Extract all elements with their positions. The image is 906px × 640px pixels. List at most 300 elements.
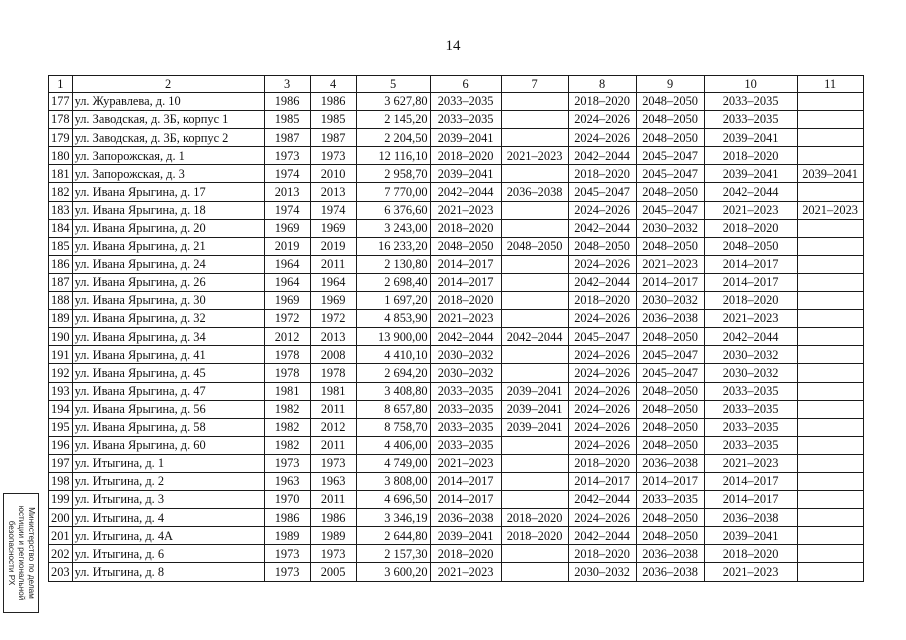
period-col-9-cell: 2048–2050 xyxy=(636,436,704,454)
period-col-10-cell: 2039–2041 xyxy=(704,165,797,183)
period-col-8-cell: 2024–2026 xyxy=(568,400,636,418)
table-row xyxy=(49,545,864,563)
row-number-cell: 192 xyxy=(49,364,73,382)
period-col-7-cell xyxy=(501,292,568,310)
address-cell: ул. Ивана Ярыгина, д. 20 xyxy=(72,219,264,237)
period-col-8-cell: 2024–2026 xyxy=(568,255,636,273)
commission-year-cell: 2008 xyxy=(310,346,356,364)
period-col-6-cell: 2021–2023 xyxy=(430,563,501,581)
period-col-8-cell: 2042–2044 xyxy=(568,219,636,237)
period-col-6-cell: 2030–2032 xyxy=(430,346,501,364)
period-col-8-cell: 2024–2026 xyxy=(568,201,636,219)
period-col-11-cell xyxy=(797,310,863,328)
build-year-cell: 1982 xyxy=(264,400,310,418)
total-area-cell: 4 696,50 xyxy=(356,491,430,509)
row-number-cell: 179 xyxy=(49,129,73,147)
address-cell: ул. Журавлева, д. 10 xyxy=(72,93,264,111)
period-col-11-cell xyxy=(797,527,863,545)
period-col-6-cell: 2048–2050 xyxy=(430,237,501,255)
address-cell: ул. Итыгина, д. 4 xyxy=(72,509,264,527)
address-cell: ул. Заводская, д. 3Б, корпус 2 xyxy=(72,129,264,147)
build-year-cell: 1973 xyxy=(264,563,310,581)
address-cell: ул. Ивана Ярыгина, д. 60 xyxy=(72,436,264,454)
period-col-10-cell: 2021–2023 xyxy=(704,454,797,472)
period-col-7-cell xyxy=(501,273,568,291)
period-col-9-cell: 2048–2050 xyxy=(636,400,704,418)
period-col-11-cell xyxy=(797,328,863,346)
period-col-8-cell: 2024–2026 xyxy=(568,509,636,527)
build-year-cell: 1978 xyxy=(264,364,310,382)
commission-year-cell: 2011 xyxy=(310,255,356,273)
period-col-9-cell: 2036–2038 xyxy=(636,563,704,581)
period-col-9-cell: 2048–2050 xyxy=(636,237,704,255)
period-col-11-cell: 2039–2041 xyxy=(797,165,863,183)
period-col-8-cell: 2042–2044 xyxy=(568,147,636,165)
table-row xyxy=(49,201,864,219)
table-row xyxy=(49,255,864,273)
period-col-11-cell xyxy=(797,183,863,201)
period-col-9-cell: 2014–2017 xyxy=(636,472,704,490)
period-col-10-cell: 2033–2035 xyxy=(704,93,797,111)
period-col-11-cell xyxy=(797,382,863,400)
period-col-7-cell xyxy=(501,545,568,563)
period-col-6-cell: 2033–2035 xyxy=(430,382,501,400)
row-number-cell: 194 xyxy=(49,400,73,418)
period-col-11-cell xyxy=(797,454,863,472)
period-col-7-cell: 2018–2020 xyxy=(501,509,568,527)
period-col-10-cell: 2048–2050 xyxy=(704,237,797,255)
column-header-6: 6 xyxy=(430,76,501,93)
period-col-6-cell: 2018–2020 xyxy=(430,545,501,563)
period-col-6-cell: 2033–2035 xyxy=(430,400,501,418)
table-row xyxy=(49,219,864,237)
row-number-cell: 193 xyxy=(49,382,73,400)
row-number-cell: 199 xyxy=(49,491,73,509)
build-year-cell: 1987 xyxy=(264,129,310,147)
official-stamp xyxy=(3,493,39,613)
commission-year-cell: 1973 xyxy=(310,545,356,563)
build-year-cell: 1986 xyxy=(264,93,310,111)
period-col-7-cell xyxy=(501,454,568,472)
row-number-cell: 196 xyxy=(49,436,73,454)
period-col-8-cell: 2042–2044 xyxy=(568,527,636,545)
period-col-7-cell xyxy=(501,346,568,364)
column-header-2: 2 xyxy=(72,76,264,93)
row-number-cell: 202 xyxy=(49,545,73,563)
commission-year-cell: 1969 xyxy=(310,292,356,310)
period-col-11-cell xyxy=(797,563,863,581)
row-number-cell: 191 xyxy=(49,346,73,364)
build-year-cell: 1973 xyxy=(264,454,310,472)
period-col-9-cell: 2048–2050 xyxy=(636,111,704,129)
build-year-cell: 1963 xyxy=(264,472,310,490)
column-header-5: 5 xyxy=(356,76,430,93)
period-col-10-cell: 2033–2035 xyxy=(704,111,797,129)
commission-year-cell: 1986 xyxy=(310,509,356,527)
period-col-7-cell xyxy=(501,436,568,454)
period-col-8-cell: 2045–2047 xyxy=(568,183,636,201)
period-col-7-cell xyxy=(501,472,568,490)
table-row xyxy=(49,400,864,418)
commission-year-cell: 2013 xyxy=(310,183,356,201)
period-col-10-cell: 2014–2017 xyxy=(704,491,797,509)
period-col-7-cell xyxy=(501,219,568,237)
period-col-11-cell xyxy=(797,545,863,563)
table-row xyxy=(49,454,864,472)
period-col-8-cell: 2018–2020 xyxy=(568,93,636,111)
period-col-10-cell: 2018–2020 xyxy=(704,219,797,237)
total-area-cell: 2 644,80 xyxy=(356,527,430,545)
commission-year-cell: 2013 xyxy=(310,328,356,346)
total-area-cell: 2 204,50 xyxy=(356,129,430,147)
total-area-cell: 2 145,20 xyxy=(356,111,430,129)
row-number-cell: 181 xyxy=(49,165,73,183)
table-row xyxy=(49,436,864,454)
page-number: 14 xyxy=(445,38,461,54)
address-cell: ул. Ивана Ярыгина, д. 24 xyxy=(72,255,264,273)
build-year-cell: 1964 xyxy=(264,255,310,273)
total-area-cell: 3 808,00 xyxy=(356,472,430,490)
table-row xyxy=(49,509,864,527)
period-col-9-cell: 2030–2032 xyxy=(636,219,704,237)
table-row xyxy=(49,273,864,291)
table-row xyxy=(49,364,864,382)
period-col-6-cell: 2018–2020 xyxy=(430,219,501,237)
period-col-10-cell: 2021–2023 xyxy=(704,201,797,219)
address-cell: ул. Итыгина, д. 3 xyxy=(72,491,264,509)
period-col-6-cell: 2039–2041 xyxy=(430,527,501,545)
period-col-7-cell xyxy=(501,93,568,111)
row-number-cell: 187 xyxy=(49,273,73,291)
period-col-11-cell xyxy=(797,346,863,364)
period-col-6-cell: 2036–2038 xyxy=(430,509,501,527)
period-col-10-cell: 2014–2017 xyxy=(704,472,797,490)
commission-year-cell: 2011 xyxy=(310,491,356,509)
period-col-10-cell: 2033–2035 xyxy=(704,436,797,454)
table-row xyxy=(49,183,864,201)
period-col-6-cell: 2014–2017 xyxy=(430,491,501,509)
commission-year-cell: 1986 xyxy=(310,93,356,111)
period-col-9-cell: 2048–2050 xyxy=(636,418,704,436)
address-cell: ул. Итыгина, д. 2 xyxy=(72,472,264,490)
period-col-11-cell xyxy=(797,418,863,436)
period-col-11-cell xyxy=(797,491,863,509)
commission-year-cell: 2005 xyxy=(310,563,356,581)
commission-year-cell: 1963 xyxy=(310,472,356,490)
period-col-8-cell: 2018–2020 xyxy=(568,165,636,183)
period-col-10-cell: 2021–2023 xyxy=(704,563,797,581)
total-area-cell: 12 116,10 xyxy=(356,147,430,165)
commission-year-cell: 1985 xyxy=(310,111,356,129)
period-col-8-cell: 2024–2026 xyxy=(568,346,636,364)
address-cell: ул. Ивана Ярыгина, д. 18 xyxy=(72,201,264,219)
period-col-11-cell xyxy=(797,129,863,147)
table-row xyxy=(49,346,864,364)
commission-year-cell: 1973 xyxy=(310,454,356,472)
build-year-cell: 1986 xyxy=(264,509,310,527)
column-header-1: 1 xyxy=(49,76,73,93)
row-number-cell: 188 xyxy=(49,292,73,310)
total-area-cell: 1 697,20 xyxy=(356,292,430,310)
column-header-11: 11 xyxy=(797,76,863,93)
period-col-8-cell: 2024–2026 xyxy=(568,436,636,454)
address-cell: ул. Запорожская, д. 3 xyxy=(72,165,264,183)
period-col-6-cell: 2030–2032 xyxy=(430,364,501,382)
build-year-cell: 1982 xyxy=(264,418,310,436)
commission-year-cell: 1974 xyxy=(310,201,356,219)
row-number-cell: 182 xyxy=(49,183,73,201)
build-year-cell: 1969 xyxy=(264,292,310,310)
period-col-6-cell: 2021–2023 xyxy=(430,310,501,328)
total-area-cell: 4 410,10 xyxy=(356,346,430,364)
table-row xyxy=(49,237,864,255)
total-area-cell: 2 698,40 xyxy=(356,273,430,291)
row-number-cell: 178 xyxy=(49,111,73,129)
period-col-10-cell: 2030–2032 xyxy=(704,364,797,382)
period-col-8-cell: 2042–2044 xyxy=(568,273,636,291)
commission-year-cell: 1978 xyxy=(310,364,356,382)
row-number-cell: 198 xyxy=(49,472,73,490)
period-col-7-cell xyxy=(501,364,568,382)
total-area-cell: 16 233,20 xyxy=(356,237,430,255)
address-cell: ул. Ивана Ярыгина, д. 21 xyxy=(72,237,264,255)
row-number-cell: 185 xyxy=(49,237,73,255)
address-cell: ул. Ивана Ярыгина, д. 30 xyxy=(72,292,264,310)
period-col-7-cell xyxy=(501,111,568,129)
total-area-cell: 3 346,19 xyxy=(356,509,430,527)
period-col-8-cell: 2018–2020 xyxy=(568,545,636,563)
row-number-cell: 200 xyxy=(49,509,73,527)
period-col-7-cell: 2048–2050 xyxy=(501,237,568,255)
table-row xyxy=(49,93,864,111)
period-col-9-cell: 2036–2038 xyxy=(636,545,704,563)
row-number-cell: 201 xyxy=(49,527,73,545)
table-row xyxy=(49,129,864,147)
table-row xyxy=(49,111,864,129)
address-cell: ул. Ивана Ярыгина, д. 58 xyxy=(72,418,264,436)
period-col-6-cell: 2014–2017 xyxy=(430,472,501,490)
period-col-6-cell: 2039–2041 xyxy=(430,129,501,147)
row-number-cell: 203 xyxy=(49,563,73,581)
table-row xyxy=(49,563,864,581)
period-col-7-cell xyxy=(501,129,568,147)
total-area-cell: 4 749,00 xyxy=(356,454,430,472)
address-cell: ул. Ивана Ярыгина, д. 17 xyxy=(72,183,264,201)
period-col-10-cell: 2033–2035 xyxy=(704,400,797,418)
period-col-11-cell xyxy=(797,111,863,129)
address-cell: ул. Запорожская, д. 1 xyxy=(72,147,264,165)
commission-year-cell: 1964 xyxy=(310,273,356,291)
build-year-cell: 2019 xyxy=(264,237,310,255)
address-cell: ул. Ивана Ярыгина, д. 32 xyxy=(72,310,264,328)
build-year-cell: 1973 xyxy=(264,545,310,563)
period-col-9-cell: 2036–2038 xyxy=(636,454,704,472)
build-year-cell: 1989 xyxy=(264,527,310,545)
period-col-7-cell: 2042–2044 xyxy=(501,328,568,346)
period-col-6-cell: 2018–2020 xyxy=(430,292,501,310)
period-col-9-cell: 2048–2050 xyxy=(636,183,704,201)
period-col-9-cell: 2036–2038 xyxy=(636,310,704,328)
period-col-8-cell: 2018–2020 xyxy=(568,454,636,472)
period-col-9-cell: 2048–2050 xyxy=(636,527,704,545)
period-col-11-cell xyxy=(797,147,863,165)
period-col-11-cell xyxy=(797,400,863,418)
housing-repair-table xyxy=(48,75,864,582)
period-col-10-cell: 2030–2032 xyxy=(704,346,797,364)
period-col-11-cell xyxy=(797,273,863,291)
period-col-10-cell: 2042–2044 xyxy=(704,328,797,346)
build-year-cell: 1972 xyxy=(264,310,310,328)
address-cell: ул. Ивана Ярыгина, д. 56 xyxy=(72,400,264,418)
period-col-9-cell: 2048–2050 xyxy=(636,509,704,527)
total-area-cell: 8 758,70 xyxy=(356,418,430,436)
table-row xyxy=(49,472,864,490)
column-header-9: 9 xyxy=(636,76,704,93)
stamp-text: Министерство по делам юстиции и региональной безопасности РХ xyxy=(7,505,36,601)
table-row xyxy=(49,491,864,509)
build-year-cell: 1982 xyxy=(264,436,310,454)
period-col-8-cell: 2024–2026 xyxy=(568,418,636,436)
total-area-cell: 4 406,00 xyxy=(356,436,430,454)
commission-year-cell: 1973 xyxy=(310,147,356,165)
total-area-cell: 4 853,90 xyxy=(356,310,430,328)
table-row xyxy=(49,292,864,310)
period-col-8-cell: 2024–2026 xyxy=(568,111,636,129)
row-number-cell: 180 xyxy=(49,147,73,165)
row-number-cell: 190 xyxy=(49,328,73,346)
column-header-3: 3 xyxy=(264,76,310,93)
address-cell: ул. Ивана Ярыгина, д. 34 xyxy=(72,328,264,346)
period-col-10-cell: 2014–2017 xyxy=(704,255,797,273)
period-col-9-cell: 2048–2050 xyxy=(636,382,704,400)
period-col-7-cell: 2039–2041 xyxy=(501,382,568,400)
total-area-cell: 2 157,30 xyxy=(356,545,430,563)
table-row xyxy=(49,418,864,436)
address-cell: ул. Итыгина, д. 4А xyxy=(72,527,264,545)
period-col-10-cell: 2018–2020 xyxy=(704,147,797,165)
period-col-7-cell xyxy=(501,165,568,183)
table-header-row xyxy=(49,76,864,93)
period-col-6-cell: 2042–2044 xyxy=(430,183,501,201)
total-area-cell: 6 376,60 xyxy=(356,201,430,219)
commission-year-cell: 2012 xyxy=(310,418,356,436)
commission-year-cell: 2019 xyxy=(310,237,356,255)
address-cell: ул. Итыгина, д. 8 xyxy=(72,563,264,581)
total-area-cell: 2 130,80 xyxy=(356,255,430,273)
period-col-8-cell: 2024–2026 xyxy=(568,382,636,400)
total-area-cell: 3 408,80 xyxy=(356,382,430,400)
build-year-cell: 2013 xyxy=(264,183,310,201)
column-header-7: 7 xyxy=(501,76,568,93)
period-col-7-cell xyxy=(501,255,568,273)
period-col-6-cell: 2021–2023 xyxy=(430,201,501,219)
period-col-9-cell: 2045–2047 xyxy=(636,165,704,183)
table-row xyxy=(49,382,864,400)
build-year-cell: 1974 xyxy=(264,201,310,219)
period-col-9-cell: 2045–2047 xyxy=(636,147,704,165)
period-col-8-cell: 2024–2026 xyxy=(568,364,636,382)
period-col-7-cell xyxy=(501,491,568,509)
build-year-cell: 1981 xyxy=(264,382,310,400)
period-col-7-cell xyxy=(501,201,568,219)
commission-year-cell: 2010 xyxy=(310,165,356,183)
period-col-8-cell: 2018–2020 xyxy=(568,292,636,310)
period-col-6-cell: 2039–2041 xyxy=(430,165,501,183)
column-header-4: 4 xyxy=(310,76,356,93)
total-area-cell: 2 694,20 xyxy=(356,364,430,382)
period-col-6-cell: 2014–2017 xyxy=(430,273,501,291)
commission-year-cell: 2011 xyxy=(310,436,356,454)
period-col-11-cell xyxy=(797,509,863,527)
total-area-cell: 7 770,00 xyxy=(356,183,430,201)
period-col-11-cell: 2021–2023 xyxy=(797,201,863,219)
table-row xyxy=(49,527,864,545)
table-body xyxy=(49,93,864,582)
period-col-6-cell: 2033–2035 xyxy=(430,93,501,111)
period-col-9-cell: 2033–2035 xyxy=(636,491,704,509)
build-year-cell: 1969 xyxy=(264,219,310,237)
row-number-cell: 186 xyxy=(49,255,73,273)
column-header-8: 8 xyxy=(568,76,636,93)
row-number-cell: 195 xyxy=(49,418,73,436)
period-col-8-cell: 2024–2026 xyxy=(568,310,636,328)
period-col-9-cell: 2048–2050 xyxy=(636,129,704,147)
commission-year-cell: 2011 xyxy=(310,400,356,418)
address-cell: ул. Ивана Ярыгина, д. 45 xyxy=(72,364,264,382)
address-cell: ул. Итыгина, д. 6 xyxy=(72,545,264,563)
address-cell: ул. Итыгина, д. 1 xyxy=(72,454,264,472)
period-col-6-cell: 2033–2035 xyxy=(430,418,501,436)
period-col-11-cell xyxy=(797,219,863,237)
column-header-10: 10 xyxy=(704,76,797,93)
period-col-6-cell: 2042–2044 xyxy=(430,328,501,346)
address-cell: ул. Ивана Ярыгина, д. 47 xyxy=(72,382,264,400)
period-col-9-cell: 2045–2047 xyxy=(636,364,704,382)
build-year-cell: 1970 xyxy=(264,491,310,509)
total-area-cell: 3 627,80 xyxy=(356,93,430,111)
build-year-cell: 1985 xyxy=(264,111,310,129)
period-col-6-cell: 2021–2023 xyxy=(430,454,501,472)
period-col-9-cell: 2045–2047 xyxy=(636,201,704,219)
period-col-9-cell: 2014–2017 xyxy=(636,273,704,291)
period-col-7-cell xyxy=(501,563,568,581)
total-area-cell: 2 958,70 xyxy=(356,165,430,183)
period-col-7-cell: 2039–2041 xyxy=(501,418,568,436)
commission-year-cell: 1969 xyxy=(310,219,356,237)
period-col-6-cell: 2033–2035 xyxy=(430,436,501,454)
period-col-11-cell xyxy=(797,436,863,454)
period-col-8-cell: 2014–2017 xyxy=(568,472,636,490)
period-col-10-cell: 2042–2044 xyxy=(704,183,797,201)
row-number-cell: 177 xyxy=(49,93,73,111)
row-number-cell: 197 xyxy=(49,454,73,472)
period-col-7-cell: 2018–2020 xyxy=(501,527,568,545)
period-col-10-cell: 2018–2020 xyxy=(704,545,797,563)
period-col-6-cell: 2033–2035 xyxy=(430,111,501,129)
table-row xyxy=(49,310,864,328)
period-col-11-cell xyxy=(797,364,863,382)
period-col-10-cell: 2039–2041 xyxy=(704,129,797,147)
period-col-10-cell: 2014–2017 xyxy=(704,273,797,291)
commission-year-cell: 1972 xyxy=(310,310,356,328)
period-col-11-cell xyxy=(797,292,863,310)
table-row xyxy=(49,328,864,346)
period-col-8-cell: 2042–2044 xyxy=(568,491,636,509)
period-col-11-cell xyxy=(797,472,863,490)
period-col-11-cell xyxy=(797,255,863,273)
commission-year-cell: 1987 xyxy=(310,129,356,147)
table-row xyxy=(49,147,864,165)
